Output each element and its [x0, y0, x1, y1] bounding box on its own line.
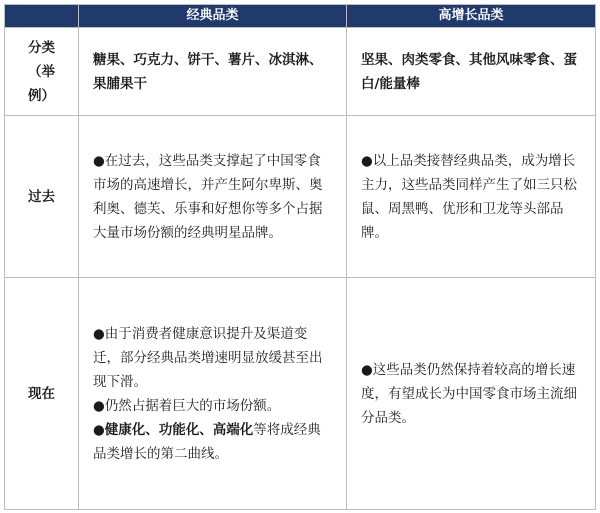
category-label-line3: 例）	[28, 87, 55, 104]
header-classic: 经典品类	[79, 5, 347, 28]
row-label-past: 过去	[5, 116, 79, 278]
category-classic: 糖果、巧克力、饼干、薯片、冰淇淋、果脯果干	[79, 28, 347, 116]
header-blank-cell	[5, 5, 79, 28]
category-label-line1: 分类	[28, 39, 55, 56]
now-classic-p3-bold: ●健康化、功能化、高端化	[93, 421, 254, 438]
row-label-now: 现在	[5, 278, 79, 510]
now-classic-p1: ●由于消费者健康意识提升及渠道变迁，部分经典品类增速明显放缓甚至出现下滑。	[93, 325, 323, 390]
row-now	[5, 278, 596, 510]
header-row	[5, 5, 596, 28]
now-classic-p3	[93, 418, 328, 466]
now-classic-p2: ●仍然占据着巨大的市场份额。	[93, 397, 281, 414]
row-past	[5, 116, 596, 278]
past-growth: ●以上品类接替经典品类，成为增长主力，这些品类同样产生了如三只松鼠、周黑鸭、优形和卫龙等头部品牌。	[347, 116, 596, 278]
comparison-table	[4, 4, 596, 510]
now-growth: ●这些品类仍然保持着较高的增长速度，有望成长为中国零食市场主流细分品类。	[347, 278, 596, 510]
category-label-line2: （举	[28, 63, 55, 80]
past-classic: ●在过去，这些品类支撑起了中国零食市场的高速增长，并产生阿尔卑斯、奥利奥、德芙、乐事和好想你等多个占据大量市场份额的经典明星品牌。	[79, 116, 347, 278]
now-classic	[79, 278, 347, 510]
now-classic-p3-rest: 等将成经典品类增长的第二曲线。	[93, 421, 321, 462]
header-growth: 高增长品类	[347, 5, 596, 28]
category-growth: 坚果、肉类零食、其他风味零食、蛋白/能量棒	[347, 28, 596, 116]
row-label-category	[5, 28, 79, 116]
row-category	[5, 28, 596, 116]
